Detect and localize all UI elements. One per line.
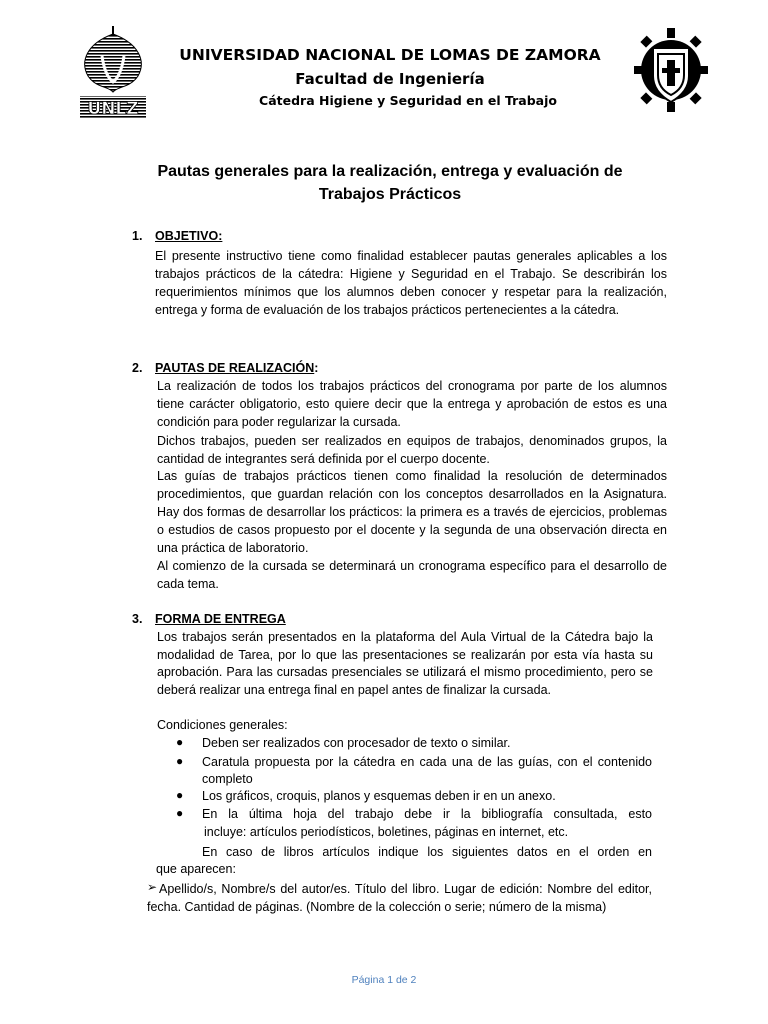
list-item: Deben ser realizados con procesador de texto o similar. (202, 736, 511, 750)
bullet-icon: ● (176, 735, 184, 749)
faculty-name: Facultad de Ingeniería (295, 70, 485, 88)
list-item: En la última hoja del trabajo debe ir la bibliografía consultada, esto (202, 807, 652, 821)
bullet-icon: ● (176, 754, 184, 768)
section-1-number: 1. (132, 229, 143, 243)
list-item-continuation: incluye: artículos periodísticos, boletines, páginas en internet, etc. (204, 825, 569, 839)
section-1-heading: OBJETIVO: (155, 229, 223, 243)
section-3-paragraph: Los trabajos serán presentados en la plataforma del Aula Virtual de la Cátedra bajo la modalidad de Tarea, por lo que las presentaciones se realizarán por esta vía hasta su aprobación. Para las cursadas presenciales se utilizará el mismo procedimiento, pero se deberá realizar una entrega final en papel antes de finalizar la cursada. (157, 630, 653, 697)
bullet-icon: ● (176, 788, 184, 802)
section-3-heading: FORMA DE ENTREGA (155, 612, 286, 626)
section-2-paragraph-1: La realización de todos los trabajos prácticos del cronograma por parte de los alumnos tiene carácter obligatorio, esto quiere decir que la entrega y aprobación de estos es una condición para poder regularizar la cursada. (157, 379, 667, 429)
unlz-logo (80, 26, 146, 118)
arrow-bullet-icon: ➢ (147, 880, 158, 894)
section-2-paragraph-2: Dichos trabajos, pueden ser realizados en equipos de trabajos, denominados grupos, la cantidad de integrantes será definida por el cuerpo docente. (157, 434, 667, 466)
document-title-line2: Trabajos Prácticos (318, 186, 462, 203)
svg-text:UNLZ: UNLZ (87, 99, 139, 118)
section-3-number: 3. (132, 612, 143, 626)
section-2-number: 2. (132, 361, 143, 375)
section-2-paragraph-4: Al comienzo de la cursada se determinará un cronograma específico para el desarrollo de cada tema. (157, 559, 667, 591)
books-note-line2: que aparecen: (156, 862, 236, 876)
section-3-conditions-label: Condiciones generales: (157, 718, 288, 732)
chair-name: Cátedra Higiene y Seguridad en el Trabajo (259, 93, 557, 108)
citation-format-item: Apellido/s, Nombre/s del autor/es. Título del libro. Lugar de edición: Nombre del editor, fecha. Cantidad de páginas. (Nombre de la colección o serie; número de la misma) (147, 882, 652, 914)
document-title-line1: Pautas generales para la realización, entrega y evaluación de (157, 163, 623, 180)
books-note-line1: En caso de libros artículos indique los siguientes datos en el orden en (202, 845, 652, 859)
list-item: Caratula propuesta por la cátedra en cada una de las guías, con el contenido completo (202, 755, 652, 786)
section-2-heading: PAUTAS DE REALIZACIÓN (155, 361, 315, 375)
bullet-icon: ● (176, 806, 184, 820)
section-2-paragraph-3: Las guías de trabajos prácticos tienen como finalidad la resolución de determinados procedimientos, que guardan relación con los conceptos desarrollados en la Asignatura. Hay dos formas de desarrollar los prácticos: la primera es a través de ejercicios, problemas o estudios de casos propuesto por el docente y la segunda de una observación directa en una práctica de laboratorio. (157, 469, 667, 555)
section-2-heading-colon: : (314, 361, 319, 375)
document-title (120, 160, 660, 206)
section-2-heading-wrap (155, 361, 318, 375)
university-name: UNIVERSIDAD NACIONAL DE LOMAS DE ZAMORA (179, 46, 601, 64)
section-1-paragraph: El presente instructivo tiene como finalidad establecer pautas generales aplicables a los trabajos prácticos de la cátedra: Higiene y Seguridad en el Trabajo. Se describirán los requerimientos mínimos que los alumnos deben conocer y respetar para la realización, entrega y forma de evaluación de los trabajos prácticos pertenecientes a la cátedra. (155, 249, 667, 317)
page-number: Página 1 de 2 (351, 974, 417, 986)
list-item: Los gráficos, croquis, planos y esquemas deben ir en un anexo. (202, 789, 556, 803)
